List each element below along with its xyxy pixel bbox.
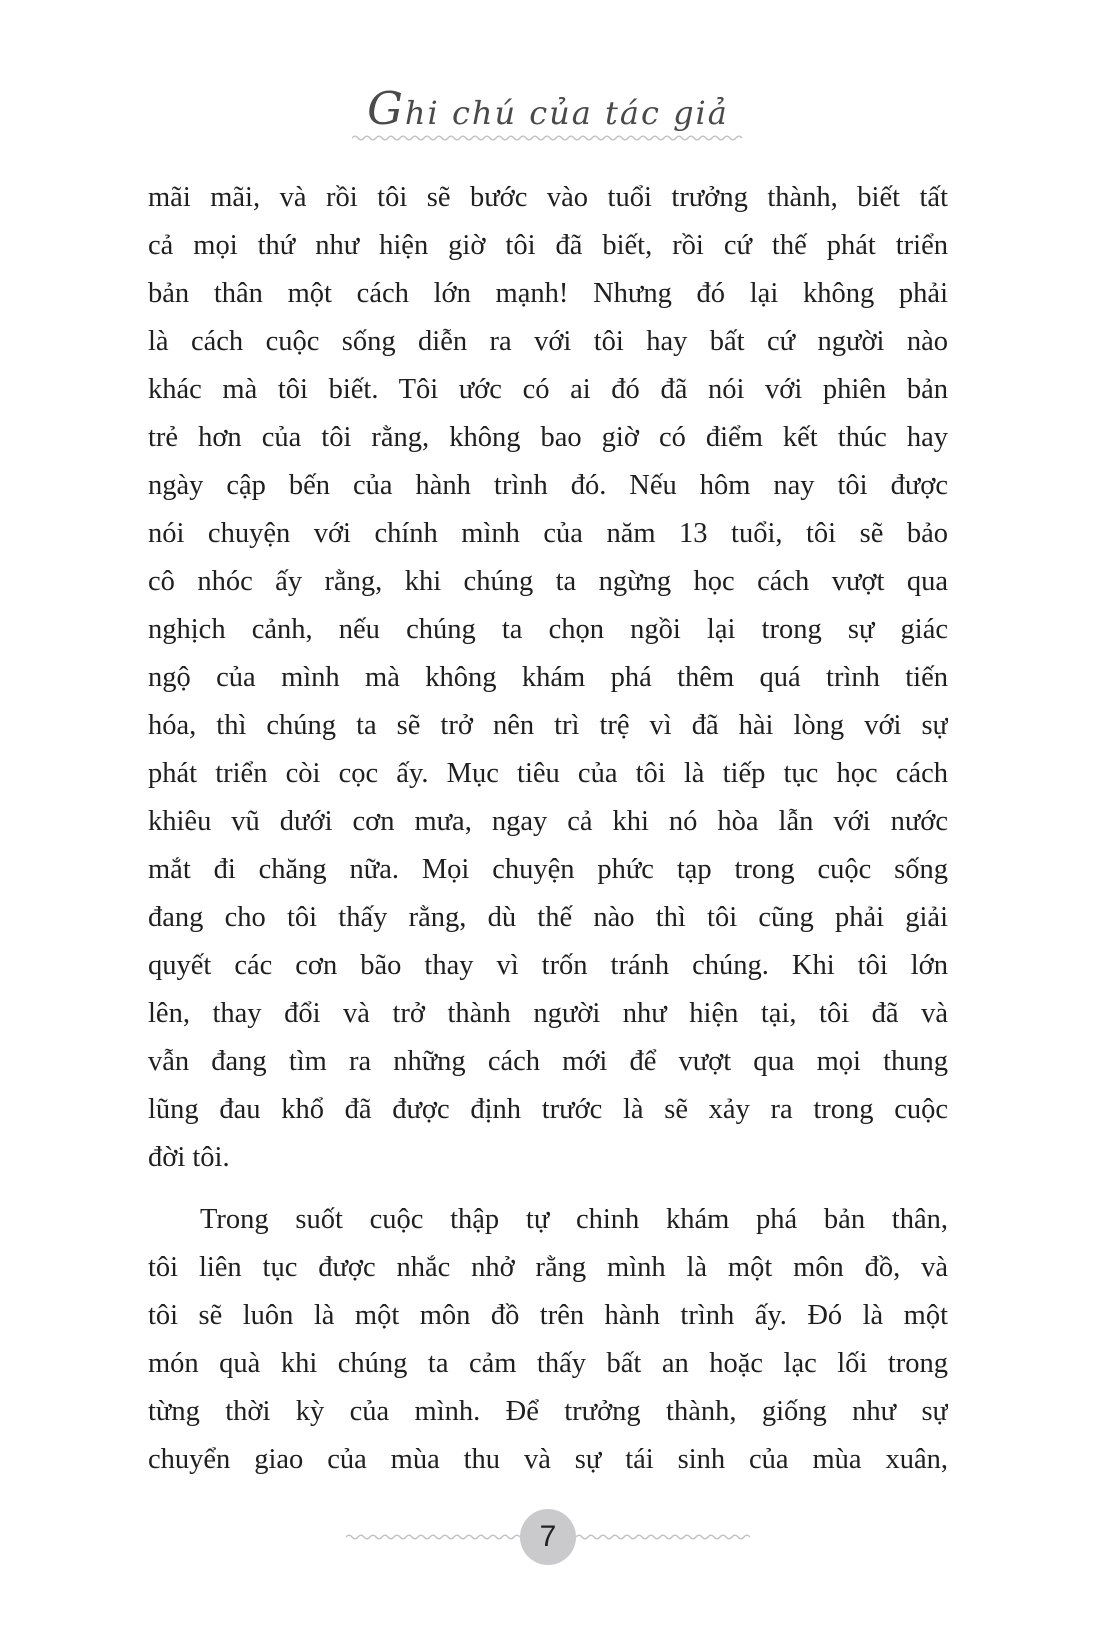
text-line: cô nhóc ấy rằng, khi chúng ta ngừng học cách vượt qua xyxy=(148,566,948,597)
text-line: từng thời kỳ của mình. Để trưởng thành, giống như sự xyxy=(148,1396,948,1427)
body-text xyxy=(148,174,948,1484)
text-line: hóa, thì chúng ta sẽ trở nên trì trệ vì đã hài lòng với sự xyxy=(148,710,948,741)
text-line: vẫn đang tìm ra những cách mới để vượt qua mọi thung xyxy=(148,1046,948,1077)
text-line: lũng đau khổ đã được định trước là sẽ xảy ra trong cuộc xyxy=(148,1094,948,1125)
text-line: ngày cập bến của hành trình đó. Nếu hôm nay tôi được xyxy=(148,470,948,501)
text-line: cả mọi thứ như hiện giờ tôi đã biết, rồi cứ thế phát triển xyxy=(148,230,948,261)
text-line: nghịch cảnh, nếu chúng ta chọn ngồi lại trong sự giác xyxy=(148,614,948,645)
text-line: khiêu vũ dưới cơn mưa, ngay cả khi nó hòa lẫn với nước xyxy=(148,806,948,837)
text-line: mãi mãi, và rồi tôi sẽ bước vào tuổi trưởng thành, biết tất xyxy=(148,182,948,213)
text-line: quyết các cơn bão thay vì trốn tránh chúng. Khi tôi lớn xyxy=(148,950,948,981)
text-line: tôi sẽ luôn là một môn đồ trên hành trình ấy. Đó là một xyxy=(148,1300,948,1331)
text-line: chuyển giao của mùa thu và sự tái sinh của mùa xuân, xyxy=(148,1444,948,1475)
text-line: Trong suốt cuộc thập tự chinh khám phá bản thân, xyxy=(200,1204,948,1235)
text-line: lên, thay đổi và trở thành người như hiện tại, tôi đã và xyxy=(148,998,948,1029)
text-line: trẻ hơn của tôi rằng, không bao giờ có điểm kết thúc hay xyxy=(148,422,948,453)
page-header-title: Ghi chú của tác giả xyxy=(367,82,729,135)
wavy-divider-left-icon xyxy=(346,1532,520,1542)
text-line: món quà khi chúng ta cảm thấy bất an hoặc lạc lối trong xyxy=(148,1348,948,1379)
page-footer xyxy=(148,1509,948,1565)
wavy-divider-icon xyxy=(352,133,744,143)
text-line: phát triển còi cọc ấy. Mục tiêu của tôi là tiếp tục học cách xyxy=(148,758,948,789)
text-line: khác mà tôi biết. Tôi ước có ai đó đã nói với phiên bản xyxy=(148,374,948,405)
text-line: đời tôi. xyxy=(148,1142,230,1173)
text-line: ngộ của mình mà không khám phá thêm quá trình tiến xyxy=(148,662,948,693)
text-line: mắt đi chăng nữa. Mọi chuyện phức tạp trong cuộc sống xyxy=(148,854,948,885)
wavy-divider-right-icon xyxy=(576,1532,750,1542)
text-line: tôi liên tục được nhắc nhở rằng mình là một môn đồ, và xyxy=(148,1252,948,1283)
text-line: là cách cuộc sống diễn ra với tôi hay bất cứ người nào xyxy=(148,326,948,357)
page-number-badge: 7 xyxy=(520,1509,576,1565)
text-line: bản thân một cách lớn mạnh! Nhưng đó lại không phải xyxy=(148,278,948,309)
text-line: nói chuyện với chính mình của năm 13 tuổi, tôi sẽ bảo xyxy=(148,518,948,549)
text-line: đang cho tôi thấy rằng, dù thế nào thì tôi cũng phải giải xyxy=(148,902,948,933)
